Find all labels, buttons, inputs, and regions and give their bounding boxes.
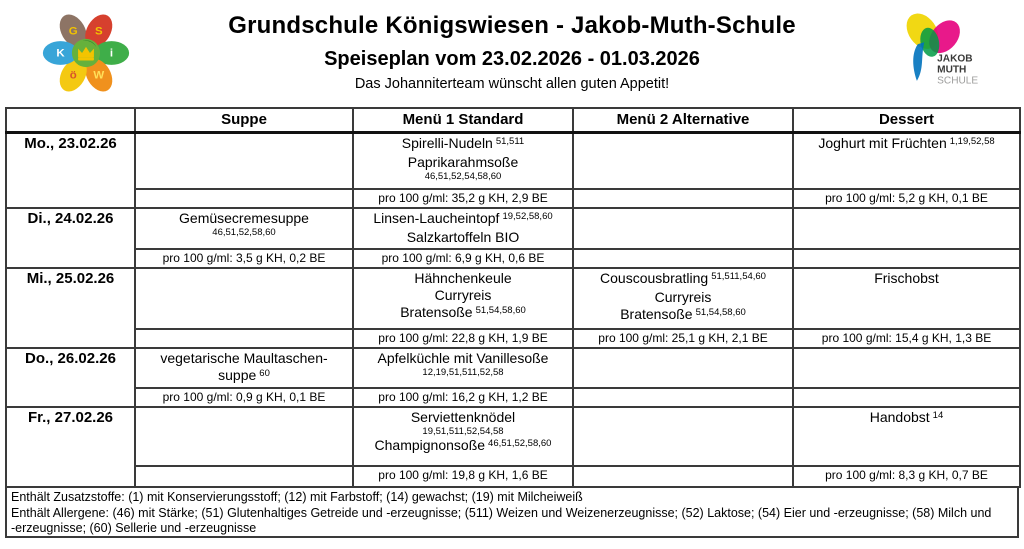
dish-line <box>576 270 790 289</box>
allergen-codes-sup: 14 <box>932 410 944 421</box>
dish-line <box>138 350 350 367</box>
day-row-main <box>6 208 1020 249</box>
menu2-cell <box>573 348 793 388</box>
dish-name: Handobst <box>869 409 930 425</box>
allergen-codes-sup: 19,52,58,60 <box>502 211 553 222</box>
menu2-nutrition-cell <box>573 466 793 487</box>
menu2-nutrition-cell <box>573 249 793 268</box>
day-row-main <box>6 348 1020 388</box>
jakob-muth-schule-logo-icon <box>893 4 985 98</box>
allergen-codes-sup: 51,511 <box>495 135 525 147</box>
dish-line <box>356 210 570 229</box>
dish-name: Apfelküchle mit Vanillesoße <box>377 350 549 366</box>
allergen-codes-sup: 51,54,58,60 <box>695 307 746 318</box>
dish-line <box>796 135 1017 154</box>
menu2-cell <box>573 407 793 466</box>
dish-line <box>356 409 570 426</box>
logo-letter-g: G <box>68 25 78 38</box>
suppe-cell <box>135 407 353 466</box>
suppe-cell <box>135 348 353 388</box>
logo-letter-s: S <box>94 25 103 38</box>
suppe-nutrition-cell <box>135 189 353 208</box>
day-row-nutrition <box>6 329 1020 348</box>
dish-line <box>138 210 350 227</box>
menu2-nutrition-cell: pro 100 g/ml: 25,1 g KH, 2,1 BE <box>573 329 793 348</box>
dish-line <box>356 287 570 304</box>
suppe-nutrition-cell <box>135 466 353 487</box>
dessert-cell <box>793 132 1020 189</box>
menu1-nutrition-cell: pro 100 g/ml: 22,8 g KH, 1,9 BE <box>353 329 573 348</box>
dessert-nutrition-cell: pro 100 g/ml: 8,3 g KH, 0,7 BE <box>793 466 1020 487</box>
menu2-cell <box>573 132 793 189</box>
dish-line <box>356 350 570 367</box>
menu1-cell <box>353 268 573 329</box>
menu1-nutrition-cell: pro 100 g/ml: 16,2 g KH, 1,2 BE <box>353 388 573 407</box>
dessert-cell <box>793 268 1020 329</box>
suppe-nutrition-cell: pro 100 g/ml: 0,9 g KH, 0,1 BE <box>135 388 353 407</box>
suppe-cell <box>135 268 353 329</box>
logo-letter-oe: ö <box>69 69 77 82</box>
dish-line <box>356 437 570 456</box>
dish-name: Frischobst <box>874 270 939 286</box>
column-header-menu2: Menü 2 Alternative <box>573 108 793 132</box>
allergen-codes-sup: 51,54,58,60 <box>475 305 526 316</box>
dish-name: Joghurt mit Früchten <box>818 134 947 151</box>
dish-line <box>796 409 1017 428</box>
dish-name: suppe <box>218 367 257 383</box>
day-row-main <box>6 268 1020 329</box>
star-logo-icon <box>42 6 130 100</box>
dish-line <box>356 304 570 323</box>
allergen-codes-line: 46,51,52,58,60 <box>212 227 276 238</box>
day-row-main <box>6 132 1020 189</box>
dish-name: Curryreis <box>654 289 712 305</box>
allergen-codes-sup: 46,51,52,58,60 <box>488 438 552 449</box>
suppe-cell <box>135 208 353 249</box>
footnote-additives: Enthält Zusatzstoffe: (1) mit Konservierungsstoff; (12) mit Farbstoff; (14) gewachst; (19) mit Milcheiweiß <box>11 490 583 504</box>
menu1-cell <box>353 348 573 388</box>
page-tagline: Das Johanniterteam wünscht allen guten Appetit! <box>354 76 670 92</box>
logo-letter-i: i <box>109 47 114 60</box>
menu1-cell <box>353 407 573 466</box>
suppe-nutrition-cell <box>135 329 353 348</box>
dish-name: Couscousbratling <box>600 270 709 286</box>
dish-name: vegetarische Maultaschen- <box>160 350 328 366</box>
column-header-date <box>6 108 135 132</box>
allergen-codes-line: 19,51,511,52,54,58 <box>422 426 504 437</box>
day-row-nutrition <box>6 388 1020 407</box>
heart-logo-icon <box>893 4 985 98</box>
dish-line <box>356 229 570 246</box>
footnotes-box <box>5 486 1019 538</box>
column-header-suppe: Suppe <box>135 108 353 132</box>
date-cell: Mo., 23.02.26 <box>6 132 135 208</box>
dish-name: Salzkartoffeln BIO <box>406 229 520 245</box>
dish-name: Linsen-Laucheintopf <box>373 210 500 226</box>
column-header-dessert: Dessert <box>793 108 1020 132</box>
dish-line <box>138 367 350 386</box>
suppe-nutrition-cell: pro 100 g/ml: 3,5 g KH, 0,2 BE <box>135 249 353 268</box>
dish-name: Champignonsoße <box>374 437 486 453</box>
dish-name: Hähnchenkeule <box>414 270 512 286</box>
dish-line <box>356 154 570 171</box>
page-subtitle: Speiseplan vom 23.02.2026 - 01.03.2026 <box>324 48 700 70</box>
day-row-nutrition <box>6 466 1020 487</box>
menu2-nutrition-cell <box>573 189 793 208</box>
dessert-nutrition-cell <box>793 249 1020 268</box>
dessert-cell <box>793 208 1020 249</box>
dessert-nutrition-cell: pro 100 g/ml: 5,2 g KH, 0,1 BE <box>793 189 1020 208</box>
dessert-nutrition-cell <box>793 388 1020 407</box>
dish-name: Gemüsecremesuppe <box>179 210 309 226</box>
dish-name: Serviettenknödel <box>410 409 516 425</box>
day-row-main <box>6 407 1020 466</box>
dessert-nutrition-cell: pro 100 g/ml: 15,4 g KH, 1,3 BE <box>793 329 1020 348</box>
dish-line <box>796 270 1017 287</box>
date-cell: Mi., 25.02.26 <box>6 268 135 348</box>
menu2-cell <box>573 268 793 329</box>
suppe-cell <box>135 132 353 189</box>
date-cell: Do., 26.02.26 <box>6 348 135 407</box>
logo-text-schule: SCHULE <box>937 75 979 87</box>
allergen-codes-sup: 1,19,52,58 <box>949 135 995 147</box>
dish-name: Spirelli-Nudeln <box>401 134 493 151</box>
dessert-cell <box>793 348 1020 388</box>
day-row-nutrition <box>6 189 1020 208</box>
date-cell: Di., 24.02.26 <box>6 208 135 268</box>
column-header-menu1: Menü 1 Standard <box>353 108 573 132</box>
dish-name: Bratensoße <box>400 304 473 320</box>
day-row-nutrition <box>6 249 1020 268</box>
page-title: Grundschule Königswiesen - Jakob-Muth-Schule <box>228 12 796 39</box>
dish-name: Paprikarahmsoße <box>407 153 519 170</box>
menu-table-body <box>6 132 1020 487</box>
logo-letter-k: K <box>56 47 65 60</box>
column-header-row <box>6 108 1020 132</box>
koenigswiesen-school-logo-icon <box>42 6 130 100</box>
footnote-allergens-continued: -erzeugnisse; (60) Sellerie und -erzeugnisse <box>11 521 257 535</box>
menu1-cell <box>353 132 573 189</box>
allergen-codes-line: 46,51,52,54,58,60 <box>424 170 502 182</box>
allergen-codes-line: 12,19,51,511,52,58 <box>422 367 504 378</box>
logo-text-muth: MUTH <box>937 64 967 76</box>
menu1-nutrition-cell: pro 100 g/ml: 35,2 g KH, 2,9 BE <box>353 189 573 208</box>
dish-line <box>356 270 570 287</box>
dish-line <box>576 289 790 306</box>
menu2-cell <box>573 208 793 249</box>
dish-line <box>356 135 570 154</box>
date-cell: Fr., 27.02.26 <box>6 407 135 487</box>
logo-letter-w: W <box>93 69 105 82</box>
menu1-nutrition-cell: pro 100 g/ml: 6,9 g KH, 0,6 BE <box>353 249 573 268</box>
dish-name: Curryreis <box>434 287 492 303</box>
allergen-codes-sup: 60 <box>259 368 270 379</box>
menu1-cell <box>353 208 573 249</box>
menu-table <box>5 107 1021 488</box>
dessert-cell <box>793 407 1020 466</box>
footnote-allergens: Enthält Allergene: (46) mit Stärke; (51) Glutenhaltiges Getreide und -erzeugnisse; (511) Weizen und Weizenerzeugnisse; (52) Laktose; (54) Eier und -erzeugnisse; (58) Milch und <box>11 505 992 520</box>
dish-line <box>576 306 790 325</box>
allergen-codes-sup: 51,511,54,60 <box>711 271 766 282</box>
menu2-nutrition-cell <box>573 388 793 407</box>
menu1-nutrition-cell: pro 100 g/ml: 19,8 g KH, 1,6 BE <box>353 466 573 487</box>
dish-name: Bratensoße <box>620 306 693 322</box>
logo-text-jakob: JAKOB <box>937 53 973 65</box>
